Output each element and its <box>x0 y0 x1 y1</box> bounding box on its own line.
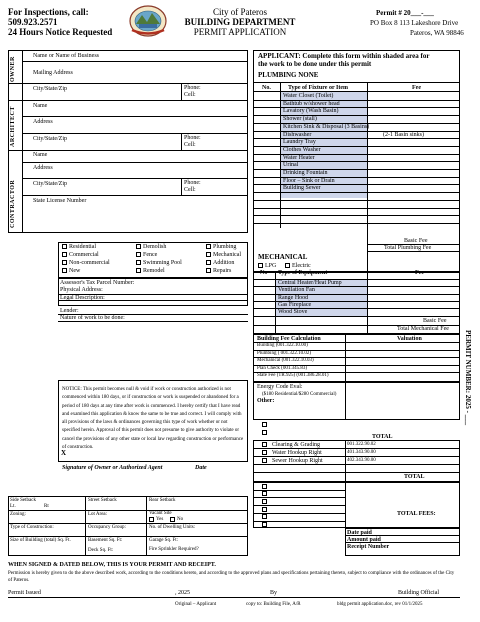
fee-total-label: TOTAL <box>372 434 393 440</box>
plumbing-fee-field[interactable] <box>370 147 456 153</box>
form-title: PERMIT APPLICATION <box>193 27 287 37</box>
extra-fee-checkbox[interactable] <box>262 422 267 427</box>
inspections-phone: 509.923.2571 <box>8 17 58 27</box>
repairs-checkbox[interactable] <box>206 268 211 273</box>
plumbing-fee-field[interactable] <box>370 162 456 168</box>
architect-phone-field[interactable]: Phone: <box>184 135 201 141</box>
owner-cell-field[interactable]: Cell: <box>184 92 196 98</box>
lender-field[interactable]: Lender: <box>60 308 79 314</box>
energy-code-field[interactable]: Energy Code Eval: <box>257 384 303 390</box>
plumbing-fee-field[interactable] <box>370 185 456 191</box>
plumbing-qty-field[interactable] <box>256 116 278 122</box>
plumbing-qty-field[interactable] <box>256 155 278 161</box>
by-label: By <box>270 590 278 596</box>
plumbing-qty-field[interactable] <box>256 93 278 99</box>
plumbing-qty-field[interactable] <box>256 124 278 130</box>
fee-row-label: Plumbing ( 001.322.10.02) <box>257 351 312 356</box>
plumbing-fee-field[interactable] <box>370 116 456 122</box>
plumbing-qty-field[interactable] <box>256 147 278 153</box>
city-seal <box>128 4 168 38</box>
vacant-yes-checkbox[interactable] <box>149 517 154 522</box>
lt-field[interactable]: Lt. <box>10 504 16 509</box>
inspections-label: For Inspections, call: <box>8 7 89 17</box>
plumbing-fee-field[interactable] <box>370 139 456 145</box>
noncommercial-label: Non-commercial <box>69 260 110 266</box>
applicant-instructions-1: APPLICANT: Complete this form within shaded area for <box>258 52 430 60</box>
mechanical-item: Wood Stove <box>278 309 308 315</box>
extra-fee-checkbox[interactable] <box>262 430 267 435</box>
notice-requested: 24 Hours Notice Requested <box>8 27 113 37</box>
plumbing-item: Water Heater <box>283 155 315 161</box>
contractor-section-label: CONTRACTOR <box>10 179 16 228</box>
mechanical-col-no: No <box>260 270 268 276</box>
payment-checkbox[interactable] <box>262 491 267 496</box>
plumbing-title: PLUMBING NONE <box>258 71 319 79</box>
fence-label: Fence <box>143 252 158 258</box>
sewer-hookup-code: 402.343.90.00 <box>347 458 376 463</box>
city-name: City of Pateros <box>213 7 267 17</box>
mechanical-item: Central Heater/Heat Pump <box>278 280 342 286</box>
plumbing-label: Plumbing <box>213 244 237 250</box>
clearing-label: Clearing & Grading <box>272 442 320 448</box>
mechanical-basic-fee: Basic Fee <box>423 318 447 324</box>
lot-area-field[interactable]: Lot Area: <box>88 512 108 517</box>
plumbing-qty-field[interactable] <box>256 101 278 107</box>
building-official-label: Building Official <box>398 590 440 596</box>
plumbing-item: Shower (stall) <box>283 116 317 122</box>
payment-checkbox[interactable] <box>262 507 267 512</box>
plumbing-basic-fee: Basic Fee <box>404 238 428 244</box>
permit-number-field[interactable]: Permit # 20___-___ <box>376 9 434 17</box>
signature-line[interactable]: Signature of Owner or Authorized Agent <box>62 465 163 471</box>
payment-checkbox[interactable] <box>262 484 267 489</box>
vacant-yes-label: Yes <box>156 517 164 522</box>
fee-row-value[interactable] <box>348 358 456 364</box>
plumbing-item: Bathtub w/shower head <box>283 101 340 107</box>
energy-code-note: ($180 Residential/$280 Commercial) <box>262 392 337 397</box>
addition-label: Addition <box>213 260 235 266</box>
fee-row-label: Mechanical (001.322.10.03) <box>257 358 314 363</box>
fee-row-value[interactable] <box>348 343 456 349</box>
vacant-no-label: No <box>177 517 184 522</box>
sprinkler-label: Fire Sprinkler Required? <box>149 547 199 552</box>
side-permit-number: PERMIT NUMBER: 2025 - ___ <box>464 330 472 426</box>
plumbing-col-no: No. <box>262 85 271 91</box>
mechanical-title: MECHANICAL <box>258 253 308 261</box>
plumbing-total-fee: Total Plumbing Fee <box>384 245 432 251</box>
mechanical-item: Ventilation Fan <box>278 287 315 293</box>
fee-row-label: Plan Check (001.345.83) <box>257 366 307 371</box>
nature-of-work-field[interactable]: Nature of work to be done: <box>60 315 125 321</box>
permission-text: Permission is hereby given to do the above described work, according to the conditions hereto, and according to the approved plans and specifications pertaining thereto, subject to compliance with the ordinances of the City of Pateros. <box>8 571 455 583</box>
contractor-cell-field[interactable]: Cell: <box>184 187 196 193</box>
vacant-no-checkbox[interactable] <box>170 517 175 522</box>
plumbing-checkbox[interactable] <box>206 244 211 249</box>
total2-label: TOTAL <box>404 474 425 480</box>
plumbing-item: Water Closet (Toilet) <box>283 93 334 99</box>
water-hookup-checkbox[interactable] <box>262 450 267 455</box>
repairs-label: Repairs <box>213 268 232 274</box>
plumbing-qty-field[interactable] <box>256 185 278 191</box>
clearing-code: 001.322.90.02 <box>347 442 376 447</box>
other-fee-field[interactable]: Other: <box>257 398 275 404</box>
plumbing-item: Laundry Tray <box>283 139 316 145</box>
file-label: bldg permit application.doc, rev 01/1/2025 <box>337 602 423 607</box>
residential-checkbox[interactable] <box>62 244 67 249</box>
architect-address-field[interactable]: Address <box>33 119 53 125</box>
plumbing-item: Kitchen Sink & Disposal (3 Basins) <box>283 124 370 130</box>
fence-checkbox[interactable] <box>136 252 141 257</box>
commercial-checkbox[interactable] <box>62 252 67 257</box>
dept-address: PO Box 8 113 Lakeshore Drive <box>370 19 459 27</box>
owner-section-label: OWNER <box>10 56 16 82</box>
dept-city: Pateros, WA 98846 <box>410 29 464 37</box>
permit-receipt-heading: WHEN SIGNED & DATED BELOW, THIS IS YOUR PERMIT AND RECEIPT. <box>8 562 216 568</box>
deck-field[interactable]: Deck Sq. Ft: <box>88 548 114 553</box>
mechanical-col-fee: Fee <box>415 270 424 276</box>
swimming-pool-checkbox[interactable] <box>136 260 141 265</box>
fee-row-label: State Fee (TR.925) (001.386.28.01) <box>257 373 329 378</box>
fee-calc-title: Building Fee Calculation <box>257 336 321 342</box>
plumbing-qty-field[interactable] <box>256 139 278 145</box>
fee-row-label: Building (001.322.10.00) <box>257 343 308 348</box>
architect-city-field[interactable]: City/State/Zip <box>33 136 67 142</box>
architect-section-label: ARCHITECT <box>10 106 16 147</box>
owner-city-field[interactable]: City/State/Zip <box>33 86 67 92</box>
payment-checkbox[interactable] <box>262 522 267 527</box>
side-setback-field[interactable]: Side Setback <box>10 498 36 503</box>
signature-x: X <box>61 449 67 457</box>
plumbing-fee-field[interactable] <box>370 155 456 161</box>
mechanical-checkbox[interactable] <box>206 252 211 257</box>
owner-phone-field[interactable]: Phone: <box>184 85 201 91</box>
vacant-site-label: Vacant Site <box>149 511 172 516</box>
contractor-license-field[interactable]: State License Number <box>33 198 87 204</box>
sewer-hookup-checkbox[interactable] <box>262 458 267 463</box>
plumbing-qty-field[interactable] <box>256 108 278 114</box>
plumbing-col-fee: Fee <box>412 85 421 91</box>
architect-name-field[interactable]: Name <box>33 103 48 109</box>
swimming-pool-label: Swimming Pool <box>143 260 182 266</box>
permit-year: , 2025 <box>175 590 190 596</box>
plumbing-qty-field[interactable] <box>256 178 278 184</box>
type-construction-field[interactable]: Type of Construction: <box>10 525 54 530</box>
remodel-checkbox[interactable] <box>136 268 141 273</box>
water-hookup-code: 401.343.90.00 <box>347 450 376 455</box>
street-setback-field[interactable]: Street Setback <box>88 498 117 503</box>
plumbing-item: Floor – Sink or Drain <box>283 178 335 184</box>
basement-field[interactable]: Basement Sq. Ft: <box>88 538 123 543</box>
plumbing-qty-field[interactable] <box>256 170 278 176</box>
clearing-checkbox[interactable] <box>262 442 267 447</box>
contractor-address-field[interactable]: Address <box>33 165 53 171</box>
legal-description-field[interactable]: Legal Description: <box>60 295 105 301</box>
total-fees-label: TOTAL FEES: <box>397 511 436 517</box>
fee-calc-valuation: Valuation <box>397 336 422 342</box>
receipt-number-field[interactable]: Receipt Number <box>347 544 390 550</box>
architect-cell-field[interactable]: Cell: <box>184 142 196 148</box>
plumbing-item: Drinking Fountain <box>283 170 328 176</box>
dept-name: BUILDING DEPARTMENT <box>184 17 296 27</box>
electric-checkbox[interactable] <box>285 263 290 268</box>
noncommercial-checkbox[interactable] <box>62 260 67 265</box>
plumbing-fee-field[interactable] <box>370 93 456 99</box>
plumbing-fee-field[interactable] <box>370 170 456 176</box>
amount-paid-field[interactable]: Amount paid <box>347 537 381 543</box>
mechanical-label: Mechanical <box>213 252 241 258</box>
plumbing-fee-field[interactable] <box>370 124 456 130</box>
original-label: Original – Applicant <box>175 602 217 607</box>
plumbing-col-type: Type of Fixture or Item <box>288 85 348 91</box>
residential-label: Residential <box>69 244 96 250</box>
copy-label: copy to: Building File, A/R <box>246 602 301 607</box>
remodel-label: Remodel <box>143 268 165 274</box>
sewer-hookup-label: Sewer Hookup Right <box>272 458 323 464</box>
contractor-name-field[interactable]: Name <box>33 152 48 158</box>
water-hookup-label: Water Hookup Right <box>272 450 322 456</box>
signature-date[interactable]: Date <box>195 465 207 471</box>
plumbing-item: Clothes Washer <box>283 147 321 153</box>
notice-text: NOTICE: This permit becomes null & void if work or construction authorized is not commenced within 180 days, or if construction or work is suspended or abandoned for a period of 180 days at any time after work is commenced. I hereby certify that I have read and examined this application & know the same to be true and correct. I will comply with all provisions of the laws & ordinances governing this type of work whether or not specified herein. Approval of this permit does not presume to give authority to violate or cancel the provisions of any other state or local law regarding construction or performance of construction. <box>62 387 244 451</box>
mechanical-item: Range Hood <box>278 295 309 301</box>
plumbing-item: Building Sewer <box>283 185 321 191</box>
permit-issued-label: Permit Issued <box>8 590 41 596</box>
contractor-city-field[interactable]: City/State/Zip <box>33 181 67 187</box>
applicant-instructions-2: the work to be done under this permit <box>258 60 372 68</box>
demolish-label: Demolish <box>143 244 167 250</box>
plumbing-qty-field[interactable] <box>256 132 278 138</box>
plumbing-item: Dishwasher <box>283 132 312 138</box>
commercial-label: Commercial <box>69 252 99 258</box>
owner-name-field[interactable]: Name or Name of Business <box>33 53 99 59</box>
physical-address-field[interactable]: Physical Address: <box>60 287 103 293</box>
electric-label: Electric <box>292 263 311 269</box>
plumbing-item: Lavatory (Wash Basin) <box>283 108 339 114</box>
lpg-checkbox[interactable] <box>258 263 263 268</box>
date-paid-field[interactable]: Date paid <box>347 530 372 536</box>
plumbing-fee-field[interactable] <box>370 108 456 114</box>
plumbing-qty-field[interactable] <box>256 162 278 168</box>
owner-mailing-field[interactable]: Mailing Address <box>33 70 73 76</box>
mechanical-col-type: Type of Equipment <box>278 270 328 276</box>
plumbing-item: Urinal <box>283 162 299 168</box>
garage-field[interactable]: Garage Sq. Ft: <box>149 538 179 543</box>
assessor-parcel-field[interactable]: Assessor's Tax Parcel Number: <box>60 280 135 286</box>
payment-checkbox[interactable] <box>262 499 267 504</box>
plumbing-fee-field[interactable] <box>370 101 456 107</box>
addition-checkbox[interactable] <box>206 260 211 265</box>
new-checkbox[interactable] <box>62 268 67 273</box>
mechanical-total-fee: Total Mechanical Fee <box>397 326 449 332</box>
size-building-field[interactable]: Size of Building (total) Sq. Ft. <box>10 538 71 543</box>
lpg-label: LPG <box>265 263 277 269</box>
occupancy-field[interactable]: Occupancy Group: <box>88 525 126 530</box>
fee-row-value[interactable] <box>348 373 456 379</box>
payment-checkbox[interactable] <box>262 514 267 519</box>
rt-field[interactable]: Rt <box>44 504 49 509</box>
contractor-phone-field[interactable]: Phone: <box>184 180 201 186</box>
mechanical-item: Gas Fireplace <box>278 302 312 308</box>
dwelling-units-field[interactable]: No. of Dwelling Units: <box>149 525 196 530</box>
basin-note: (2-1 Basin sinks) <box>383 132 424 138</box>
demolish-checkbox[interactable] <box>136 244 141 249</box>
zoning-field[interactable]: Zoning: <box>10 512 26 517</box>
plumbing-fee-field[interactable] <box>370 178 456 184</box>
new-label: New <box>69 268 81 274</box>
rear-setback-field[interactable]: Rear Setback <box>149 498 176 503</box>
